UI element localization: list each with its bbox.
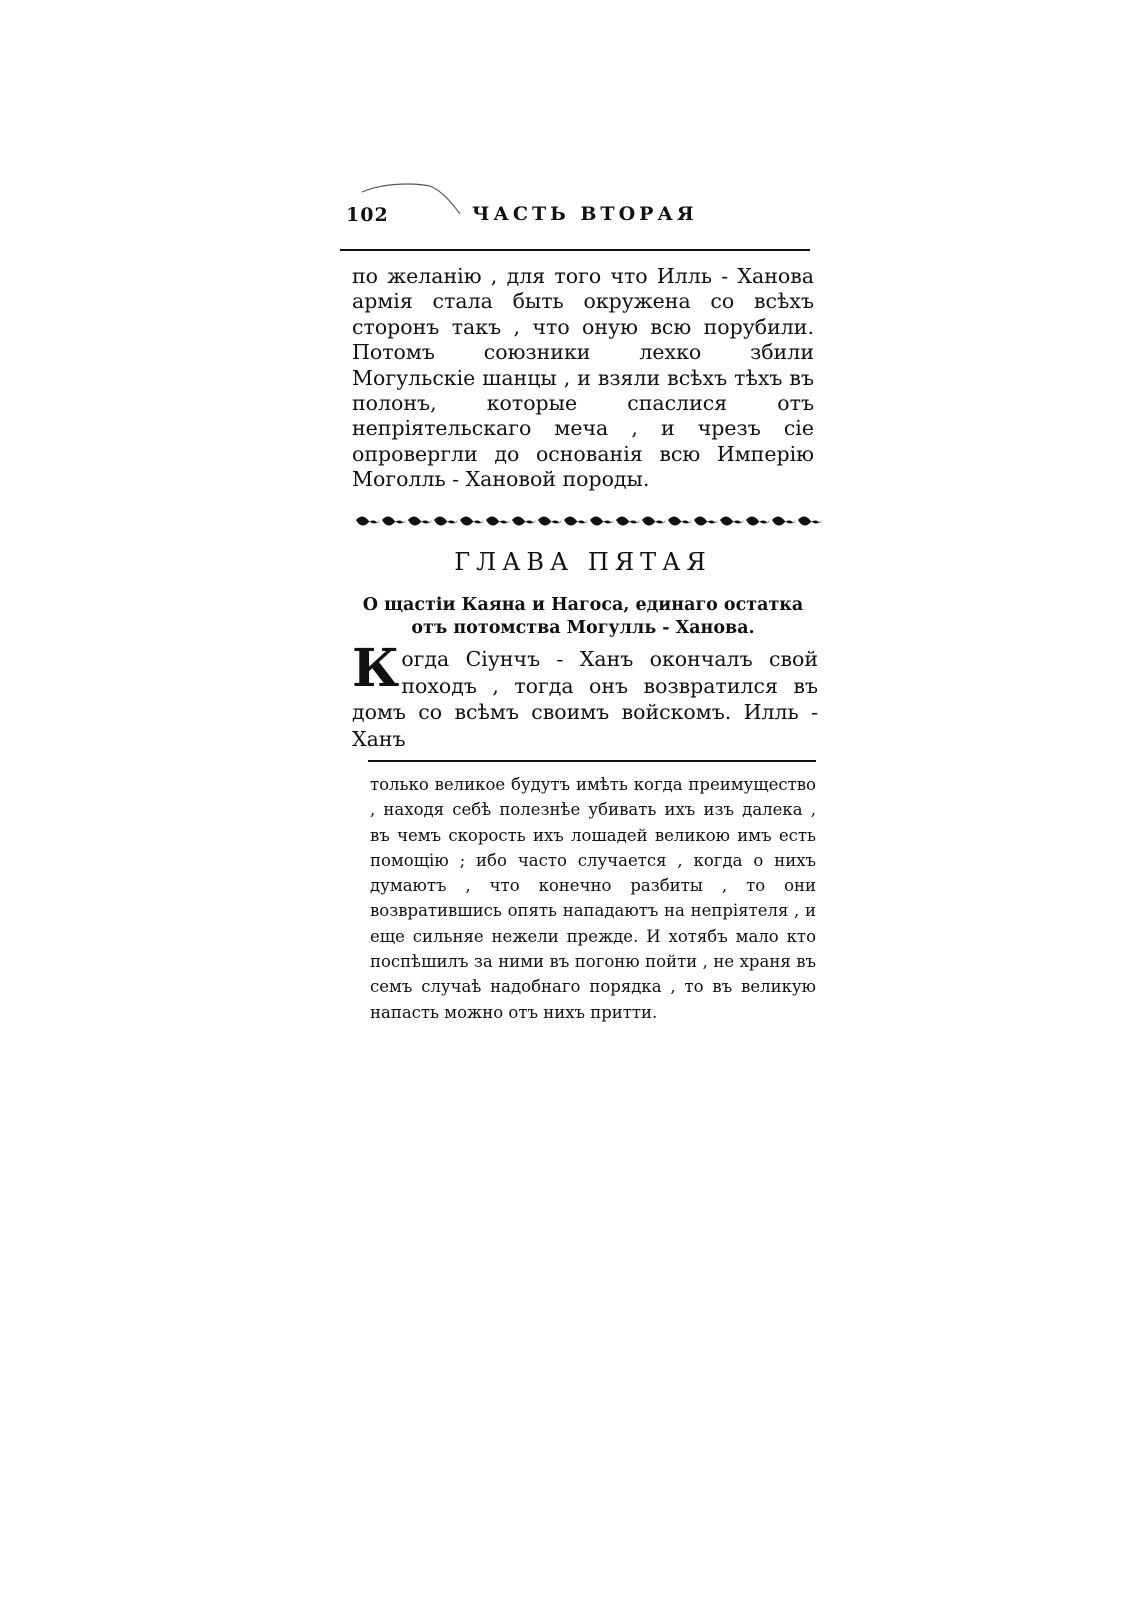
chapter-subtitle bbox=[352, 594, 814, 640]
chapter-opening-paragraph bbox=[352, 638, 818, 752]
running-head: ЧАСТЬ ВТОРАЯ bbox=[472, 203, 698, 225]
header-rule bbox=[340, 249, 810, 251]
continued-paragraph: по желанію , для того что Илль - Ханова армія стала быть окружена со всѣхъ сторонъ такъ , что оную всю порубили. Потомъ союзники лехко збили Могульскіе шанцы , и взяли всѣхъ тѣхъ въ полонъ, которые спаслися отъ непріятельскаго меча , и чрезъ сіе опровергли до основанія всю Имперію Моголль - Хановой породы. bbox=[352, 264, 814, 492]
chapter-subtitle-line: отъ потомства Могулль - Ханова. bbox=[411, 618, 755, 638]
ornament-divider bbox=[352, 512, 822, 528]
drop-cap: К bbox=[352, 638, 400, 699]
footnote-rule bbox=[368, 760, 816, 762]
footnote: только великое будутъ имѣть когда преимущество , находя себѣ полезнѣе убивать ихъ изъ далека , въ чемъ скорость ихъ лошадей великою имъ есть помощію ; ибо часто случается , когда о нихъ думаютъ , что конечно разбиты , то они возвратившись опять нападаютъ на непріятеля , и еще сильняе нежели прежде. И хотябъ мало кто поспѣшилъ за ними въ погоню пойти , не храня въ семъ случаѣ надобнаго порядка , то въ великую напасть можно отъ нихъ притти. bbox=[370, 775, 816, 1022]
chapter-body-text: огда Сіунчъ - Ханъ окончалъ свой походъ , тогда онъ возвратился въ домъ со всѣмъ своимъ войскомъ. Илль - Ханъ bbox=[352, 647, 818, 751]
page-header bbox=[340, 196, 810, 232]
chapter-subtitle-line: О щастіи Каяна и Нагоса, единаго остатка bbox=[362, 595, 804, 615]
chapter-title: ГЛАВА ПЯТАЯ bbox=[454, 548, 712, 576]
page-number: 102 bbox=[346, 204, 389, 226]
